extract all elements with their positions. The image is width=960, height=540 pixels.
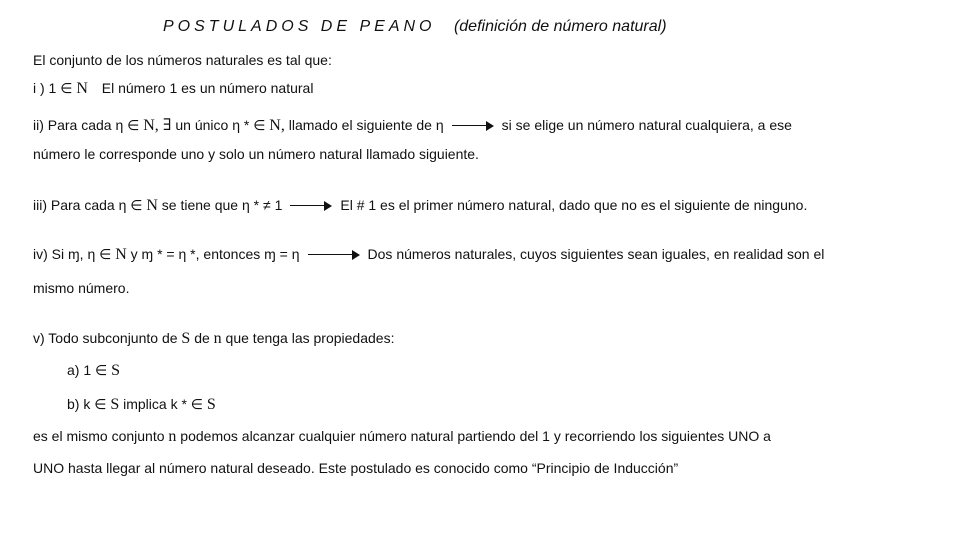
postulate-2-continuation: número le corresponde uno y solo un número natural llamado siguiente. [33,146,479,162]
set-s-symbol: S [181,330,191,347]
naturals-symbol: N [76,80,88,97]
naturals-symbol: N, ∃ [143,117,172,134]
naturals-symbol: N [146,197,158,214]
postulate-4-explanation: Dos números naturales, cuyos siguientes sean iguales, en realidad son el [367,246,825,262]
set-s-symbol: S [111,362,121,379]
naturals-symbol: N [115,246,127,263]
postulate-1-explanation: El número 1 es un número natural [101,80,314,96]
title-subtitle: (definición de número natural) [453,18,667,35]
arrow-icon [290,201,332,211]
set-s-symbol: S [206,396,216,413]
property-b: b) k ∈ S implica k * ∈ S [67,396,216,413]
postulate-5-conclusion-continuation: UNO hasta llegar al número natural deseado. Este postulado es conocido como “Principio de Inducción” [33,460,679,476]
property-a: a) 1 ∈ S [67,362,121,379]
set-n-symbol: n [168,428,177,445]
postulate-1: i ) 1 ∈ N El número 1 es un número natural [33,80,314,97]
arrow-icon [452,121,494,131]
postulate-3: iii) Para cada η ∈ N se tiene que η * ≠ 1 El # 1 es el primer número natural, dado que no es el siguiente de ninguno. [33,197,808,214]
postulate-4-continuation: mismo número. [33,280,130,296]
arrow-icon [308,250,360,260]
postulate-2-explanation: si se elige un número natural cualquiera, a ese [501,117,792,133]
page-title [163,18,667,36]
postulate-4: iv) Si ɱ, η ∈ N y ɱ * = η *, entonces ɱ = η Dos números naturales, cuyos siguientes sean iguales, en realidad son el [33,246,825,263]
naturals-symbol: N, [269,117,285,134]
set-s-symbol: S [110,396,120,413]
title-main: POSTULADOS DE PEANO [163,18,436,35]
intro-text: El conjunto de los números naturales es tal que: [33,52,332,68]
postulate-5-conclusion: es el mismo conjunto n podemos alcanzar cualquier número natural partiendo del 1 y recorriendo los siguientes UNO a [33,428,771,445]
set-n-symbol: n [213,330,222,347]
postulate-3-explanation: El # 1 es el primer número natural, dado que no es el siguiente de ninguno. [340,197,808,213]
postulate-2: ii) Para cada η ∈ N, ∃ un único η * ∈ N, llamado el siguiente de η si se elige un número natural cualquiera, a ese [33,117,792,134]
postulate-5: v) Todo subconjunto de S de n que tenga las propiedades: [33,330,395,347]
